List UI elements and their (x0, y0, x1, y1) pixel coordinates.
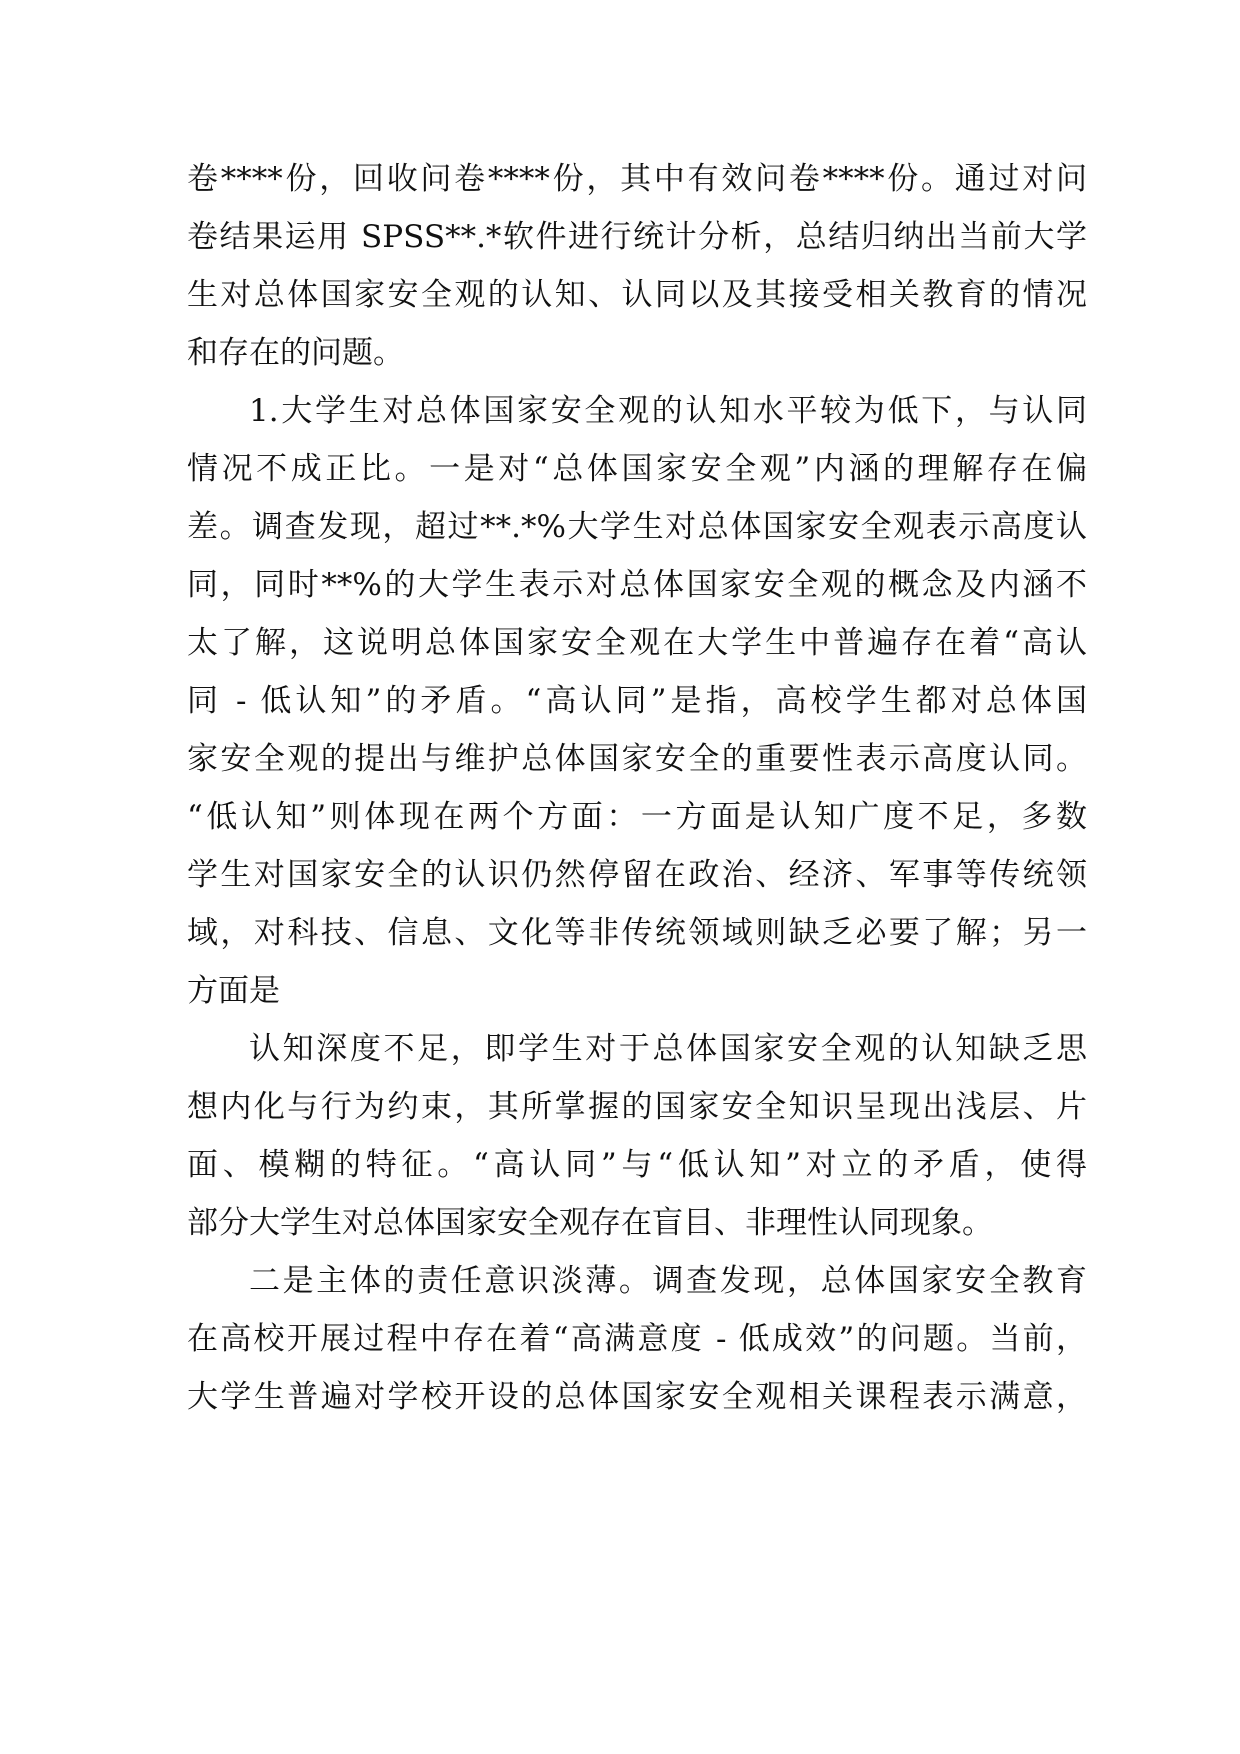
text-line: 同，同时**%的大学生表示对总体国家安全观的概念及内涵不 (187, 567, 1087, 603)
text-line: 认知深度不足，即学生对于总体国家安全观的认知缺乏思 (249, 1031, 1087, 1067)
text-line: 学生对国家安全的认识仍然停留在政治、经济、军事等传统领 (187, 857, 1087, 893)
text-line: 差。调查发现，超过**.*%大学生对总体国家安全观表示高度认 (187, 509, 1087, 545)
text-line: 和存在的问题。 (187, 335, 404, 371)
text-line: 二是主体的责任意识淡薄。调查发现，总体国家安全教育 (249, 1263, 1087, 1299)
text-line: 面、模糊的特征。“高认同”与“低认知”对立的矛盾，使得 (187, 1147, 1087, 1183)
text-line: “低认知”则体现在两个方面：一方面是认知广度不足，多数 (187, 799, 1087, 835)
text-line: 卷****份，回收问卷****份，其中有效问卷****份。通过对问 (187, 161, 1087, 197)
text-line: 卷结果运用 SPSS**.*软件进行统计分析，总结归纳出当前大学 (187, 219, 1087, 255)
text-line: 生对总体国家安全观的认知、认同以及其接受相关教育的情况 (187, 277, 1087, 313)
text-line: 方面是 (187, 973, 280, 1009)
text-line: 想内化与行为约束，其所掌握的国家安全知识呈现出浅层、片 (187, 1089, 1087, 1125)
text-line: 在高校开展过程中存在着“高满意度 - 低成效”的问题。当前， (187, 1321, 1087, 1357)
text-line: 1.大学生对总体国家安全观的认知水平较为低下，与认同 (249, 393, 1087, 429)
text-line: 太了解，这说明总体国家安全观在大学生中普遍存在着“高认 (187, 625, 1087, 661)
text-line: 域，对科技、信息、文化等非传统领域则缺乏必要了解；另一 (187, 915, 1087, 951)
text-line: 情况不成正比。一是对“总体国家安全观”内涵的理解存在偏 (187, 451, 1087, 487)
text-line: 部分大学生对总体国家安全观存在盲目、非理性认同现象。 (187, 1205, 993, 1241)
text-line: 同 - 低认知”的矛盾。“高认同”是指，高校学生都对总体国 (187, 683, 1087, 719)
text-line: 家安全观的提出与维护总体国家安全的重要性表示高度认同。 (187, 741, 1087, 777)
text-line: 大学生普遍对学校开设的总体国家安全观相关课程表示满意， (187, 1379, 1087, 1415)
